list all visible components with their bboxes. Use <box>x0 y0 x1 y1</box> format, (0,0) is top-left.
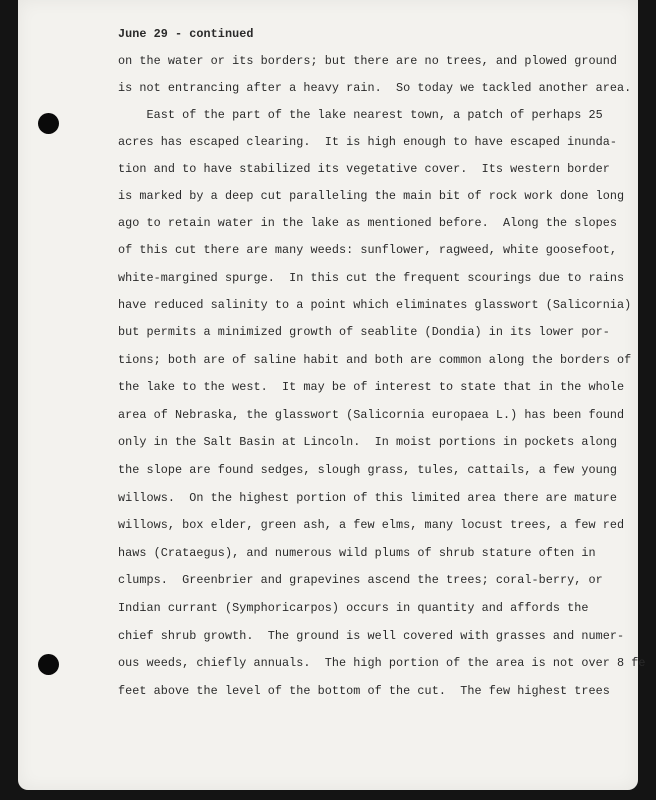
text-line: is not entrancing after a heavy rain. So today we tackled another area. <box>118 81 632 95</box>
text-line: clumps. Greenbrier and grapevines ascend the trees; coral-berry, or <box>118 573 603 587</box>
text-line: Indian currant (Symphoricarpos) occurs in quantity and affords the <box>118 601 589 615</box>
paper-sheet <box>18 0 646 790</box>
text-line: ous weeds, chiefly annuals. The high portion of the area is not over 8 fe <box>118 656 646 670</box>
punch-hole-bottom <box>38 654 59 675</box>
text-line: tions; both are of saline habit and both are common along the borders of <box>118 353 632 367</box>
text-line: the lake to the west. It may be of interest to state that in the whole <box>118 380 625 394</box>
page-heading: June 29 - continued <box>118 27 254 41</box>
text-line: haws (Crataegus), and numerous wild plums of shrub stature often in <box>118 546 596 560</box>
text-line: ago to retain water in the lake as mentioned before. Along the slopes <box>118 216 618 230</box>
punch-hole-top <box>38 113 59 134</box>
text-line: willows, box elder, green ash, a few elms, many locust trees, a few red <box>118 518 625 532</box>
text-line: the slope are found sedges, slough grass, tules, cattails, a few young <box>118 463 618 477</box>
text-line: area of Nebraska, the glasswort (Salicornia europaea L.) has been found <box>118 408 625 422</box>
text-line: acres has escaped clearing. It is high enough to have escaped inunda- <box>118 135 618 149</box>
text-line: feet above the level of the bottom of the cut. The few highest trees <box>118 684 610 698</box>
text-line: on the water or its borders; but there are no trees, and plowed ground <box>118 54 618 68</box>
text-line: but permits a minimized growth of seablite (Dondia) in its lower por- <box>118 325 610 339</box>
text-line: is marked by a deep cut paralleling the main bit of rock work done long <box>118 189 625 203</box>
text-line: East of the part of the lake nearest town, a patch of perhaps 25 <box>118 108 603 122</box>
text-line: tion and to have stabilized its vegetative cover. Its western border <box>118 162 610 176</box>
text-line: chief shrub growth. The ground is well covered with grasses and numer- <box>118 629 625 643</box>
text-line: willows. On the highest portion of this limited area there are mature <box>118 491 618 505</box>
text-line: have reduced salinity to a point which eliminates glasswort (Salicornia) <box>118 298 632 312</box>
text-line: only in the Salt Basin at Lincoln. In moist portions in pockets along <box>118 435 618 449</box>
text-line: white-margined spurge. In this cut the frequent scourings due to rains <box>118 271 625 285</box>
text-line: of this cut there are many weeds: sunflower, ragweed, white goosefoot, <box>118 243 618 257</box>
